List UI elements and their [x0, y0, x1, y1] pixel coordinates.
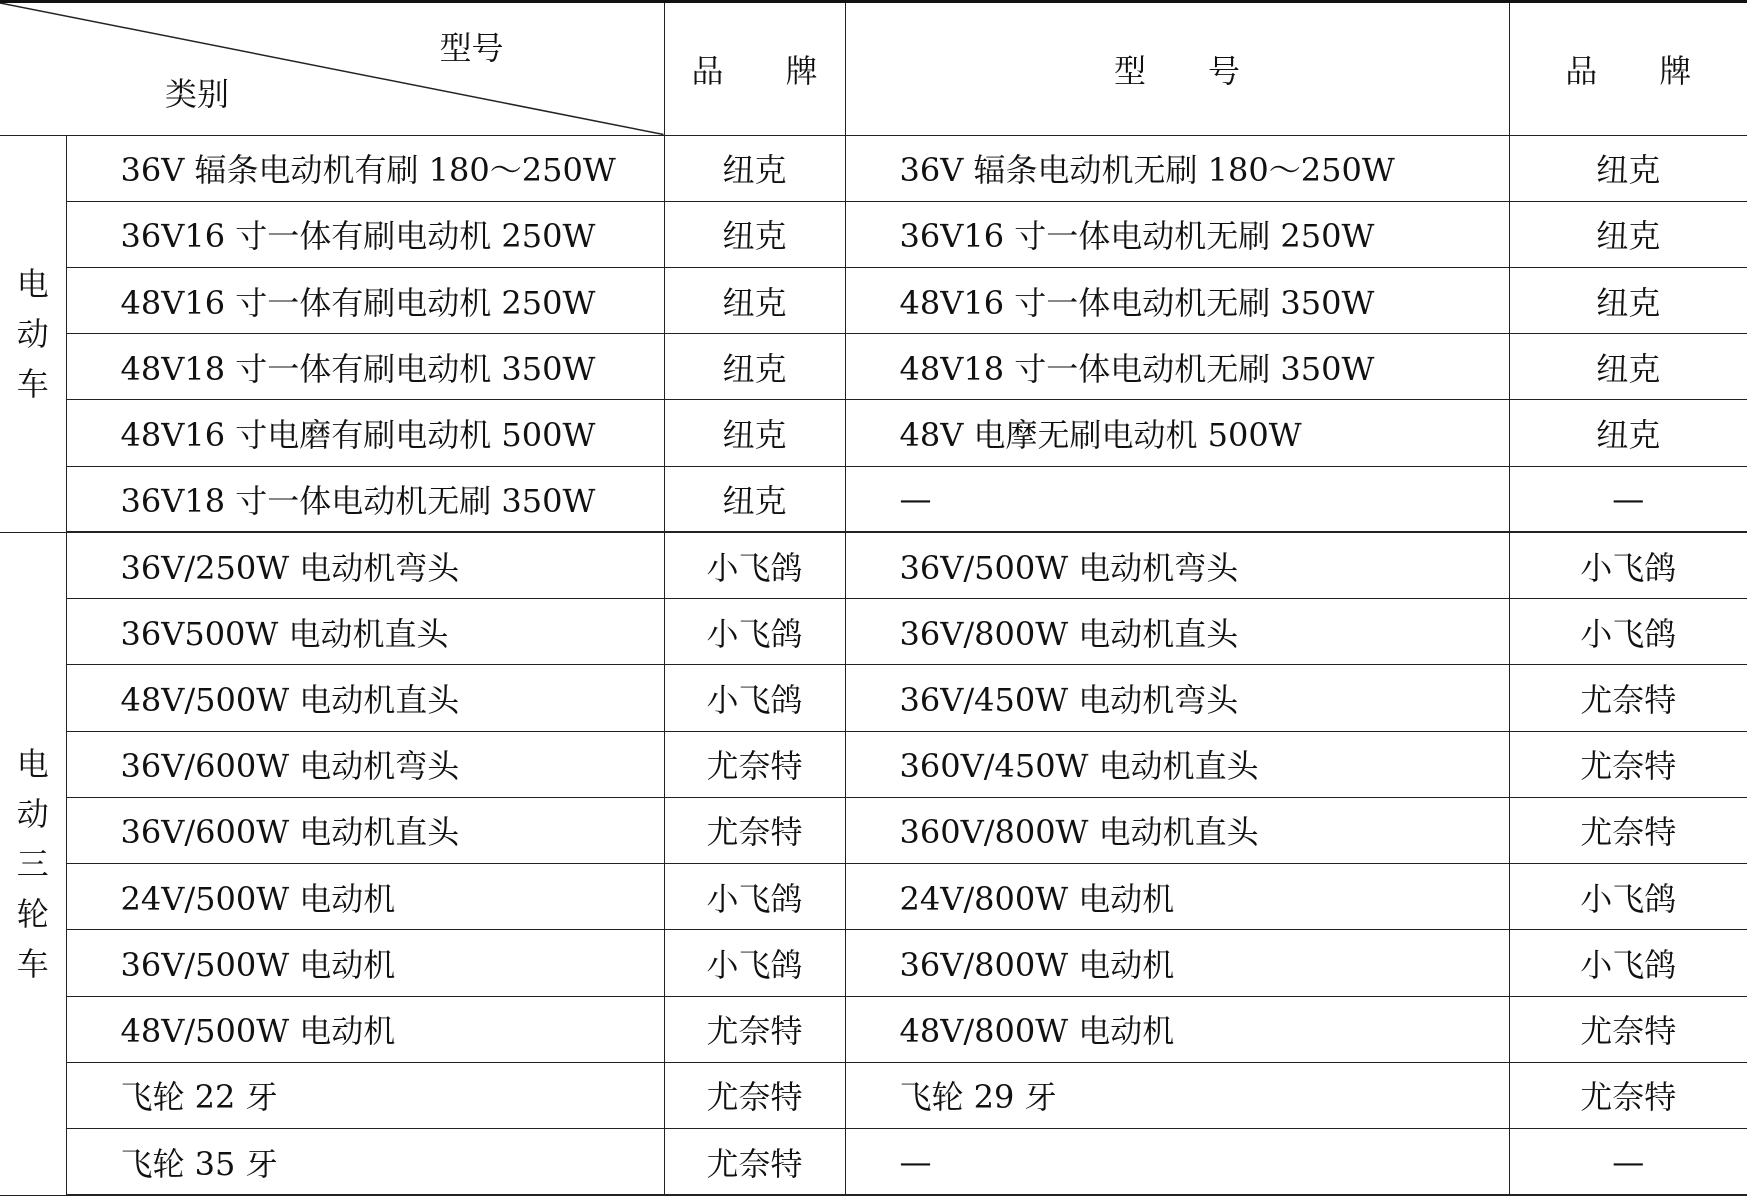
diagonal-divider: [0, 3, 664, 135]
model-1-cell: 36V/250W 电动机弯头: [66, 532, 664, 598]
model-2-cell: —: [845, 1129, 1509, 1195]
brand-2-cell: 纽克: [1509, 267, 1747, 333]
model-2-cell: 36V16 寸一体电动机无刷 250W: [845, 201, 1509, 267]
model-1-cell: 48V18 寸一体有刷电动机 350W: [66, 334, 664, 400]
model-1-cell: 飞轮 22 牙: [66, 1062, 664, 1128]
brand-1-header-char-2: 牌: [785, 51, 818, 90]
brand-1-cell: 纽克: [664, 135, 845, 201]
model-2-header-char-1: 型: [1113, 51, 1146, 90]
table-row: [0, 1129, 1747, 1195]
brand-1-cell: 纽克: [664, 466, 845, 532]
brand-1-cell: 小飞鸽: [664, 930, 845, 996]
model-1-cell: 36V/500W 电动机: [66, 930, 664, 996]
model-2-cell: 360V/450W 电动机直头: [845, 731, 1509, 797]
brand-2-header-char-2: 牌: [1659, 51, 1692, 90]
brand-2-cell: 尤奈特: [1509, 731, 1747, 797]
model-2-cell: 36V/500W 电动机弯头: [845, 532, 1509, 598]
model-1-cell: 36V 辐条电动机有刷 180～250W: [66, 135, 664, 201]
brand-1-cell: 尤奈特: [664, 731, 845, 797]
model-2-header: [845, 2, 1509, 136]
brand-2-header-char-1: 品: [1565, 51, 1598, 90]
model-1-cell: 48V/500W 电动机: [66, 996, 664, 1062]
table-row: [0, 665, 1747, 731]
header-row: [0, 2, 1747, 136]
brand-2-cell: 尤奈特: [1509, 797, 1747, 863]
brand-1-cell: 小飞鸽: [664, 599, 845, 665]
model-1-cell: 48V/500W 电动机直头: [66, 665, 664, 731]
table-row: [0, 864, 1747, 930]
brand-2-cell: 小飞鸽: [1509, 930, 1747, 996]
table-row: [0, 1062, 1747, 1128]
category-char: 动: [16, 794, 49, 833]
table-row: [0, 334, 1747, 400]
brand-1-cell: 纽克: [664, 201, 845, 267]
brand-2-header: [1509, 2, 1747, 136]
brand-1-cell: 尤奈特: [664, 996, 845, 1062]
brand-2-cell: 纽克: [1509, 135, 1747, 201]
table-row: [0, 930, 1747, 996]
brand-1-cell: 尤奈特: [664, 1129, 845, 1195]
model-1-cell: 飞轮 35 牙: [66, 1129, 664, 1195]
model-1-cell: 36V16 寸一体有刷电动机 250W: [66, 201, 664, 267]
diagonal-header-model: 型号: [439, 29, 504, 67]
brand-1-cell: 纽克: [664, 267, 845, 333]
category-char: 电: [16, 264, 49, 303]
brand-2-cell: 纽克: [1509, 334, 1747, 400]
category-char: 动: [16, 314, 49, 353]
category-char: 电: [16, 744, 49, 783]
table-row: [0, 599, 1747, 665]
table-row: [0, 466, 1747, 532]
model-2-cell: 48V/800W 电动机: [845, 996, 1509, 1062]
brand-2-cell: 尤奈特: [1509, 1062, 1747, 1128]
table-row: [0, 731, 1747, 797]
model-2-cell: 36V/800W 电动机直头: [845, 599, 1509, 665]
table-row: [0, 267, 1747, 333]
brand-2-cell: 尤奈特: [1509, 996, 1747, 1062]
model-2-cell: 飞轮 29 牙: [845, 1062, 1509, 1128]
category-cell: [0, 532, 66, 1195]
table-row: [0, 996, 1747, 1062]
brand-1-header: [664, 2, 845, 136]
table-body: [0, 2, 1747, 1196]
model-1-cell: 36V500W 电动机直头: [66, 599, 664, 665]
brand-1-cell: 小飞鸽: [664, 665, 845, 731]
brand-2-cell: 纽克: [1509, 400, 1747, 466]
table-row: [0, 201, 1747, 267]
model-2-cell: 48V 电摩无刷电动机 500W: [845, 400, 1509, 466]
model-1-cell: 48V16 寸电磨有刷电动机 500W: [66, 400, 664, 466]
model-2-cell: 48V18 寸一体电动机无刷 350W: [845, 334, 1509, 400]
brand-2-cell: 小飞鸽: [1509, 864, 1747, 930]
model-1-cell: 36V18 寸一体电动机无刷 350W: [66, 466, 664, 532]
table-row: [0, 400, 1747, 466]
brand-1-cell: 小飞鸽: [664, 532, 845, 598]
model-1-cell: 48V16 寸一体有刷电动机 250W: [66, 267, 664, 333]
table-row: [0, 797, 1747, 863]
brand-1-cell: 纽克: [664, 334, 845, 400]
model-1-cell: 36V/600W 电动机直头: [66, 797, 664, 863]
table-row: [0, 135, 1747, 201]
brand-2-cell: —: [1509, 466, 1747, 532]
model-2-cell: —: [845, 466, 1509, 532]
brand-1-cell: 尤奈特: [664, 1062, 845, 1128]
brand-2-cell: —: [1509, 1129, 1747, 1195]
table-row: [0, 532, 1747, 598]
model-1-cell: 36V/600W 电动机弯头: [66, 731, 664, 797]
brand-1-cell: 尤奈特: [664, 797, 845, 863]
brand-2-cell: 纽克: [1509, 201, 1747, 267]
brand-1-cell: 小飞鸽: [664, 864, 845, 930]
brand-1-header-char-1: 品: [691, 51, 724, 90]
brand-2-cell: 小飞鸽: [1509, 599, 1747, 665]
model-2-cell: 36V 辐条电动机无刷 180～250W: [845, 135, 1509, 201]
category-char: 三: [16, 844, 49, 883]
diagonal-header-cell: [0, 2, 664, 136]
category-char: 轮: [16, 894, 49, 933]
diagonal-header-category: 类别: [165, 74, 230, 113]
model-1-cell: 24V/500W 电动机: [66, 864, 664, 930]
model-2-cell: 36V/450W 电动机弯头: [845, 665, 1509, 731]
model-2-cell: 360V/800W 电动机直头: [845, 797, 1509, 863]
brand-2-cell: 小飞鸽: [1509, 532, 1747, 598]
model-2-cell: 24V/800W 电动机: [845, 864, 1509, 930]
model-2-header-char-2: 号: [1208, 51, 1241, 90]
category-char: 车: [16, 364, 49, 403]
category-char: 车: [16, 944, 49, 983]
model-2-cell: 36V/800W 电动机: [845, 930, 1509, 996]
brand-1-cell: 纽克: [664, 400, 845, 466]
model-2-cell: 48V16 寸一体电动机无刷 350W: [845, 267, 1509, 333]
category-cell: [0, 135, 66, 532]
brand-2-cell: 尤奈特: [1509, 665, 1747, 731]
